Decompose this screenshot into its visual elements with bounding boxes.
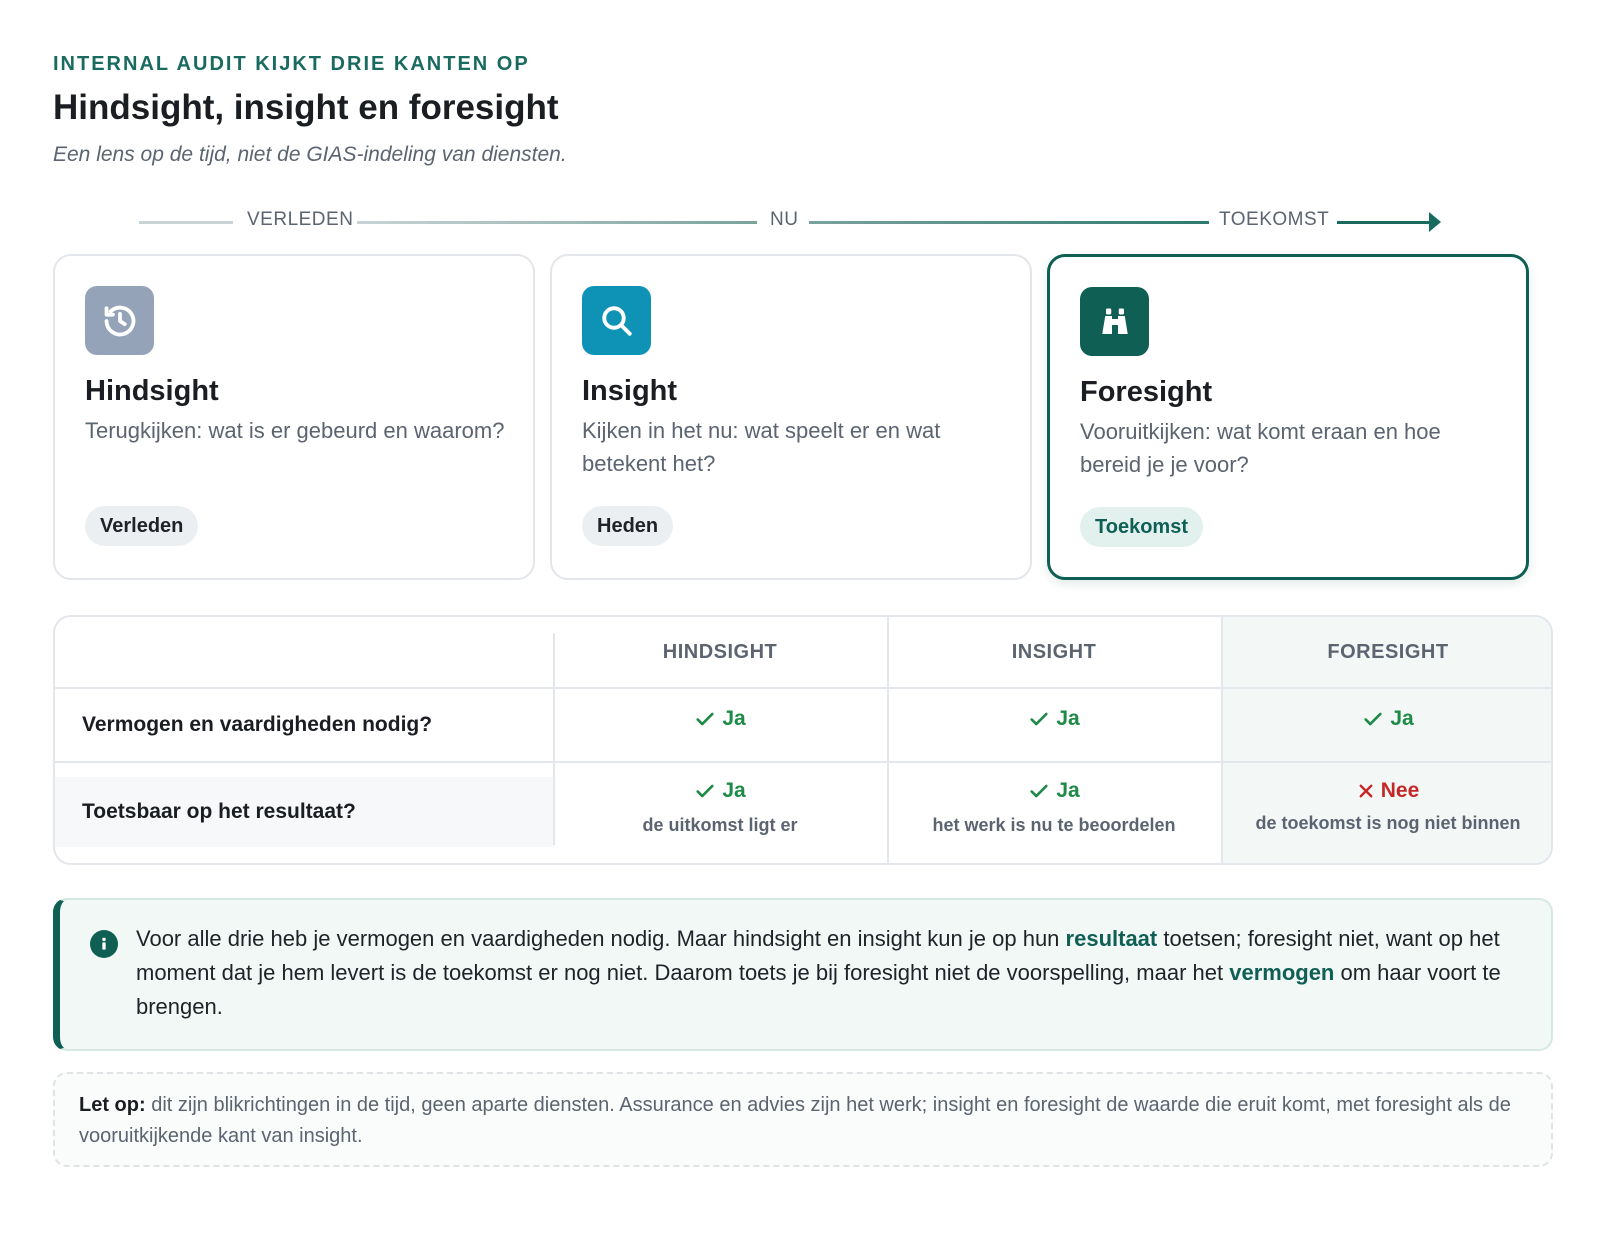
card-tag: Heden <box>582 506 673 546</box>
timeline-arrow-icon <box>1429 212 1441 232</box>
info-text <box>136 922 1531 1024</box>
timeline <box>53 204 1553 240</box>
card-insight[interactable] <box>550 254 1032 580</box>
cell-note: de uitkomst ligt er <box>642 815 798 835</box>
timeline-line-future <box>809 221 1209 224</box>
check-icon <box>1362 708 1384 730</box>
cell-note: het werk is nu te beoordelen <box>932 815 1176 835</box>
cell-value: Nee <box>1380 779 1420 802</box>
info-icon <box>90 930 118 958</box>
timeline-line-past <box>139 221 233 224</box>
check-mark <box>1028 707 1079 731</box>
info-text-part: om haar voort te brengen. <box>136 960 1501 1019</box>
comparison-table <box>53 615 1553 865</box>
note-box <box>53 1072 1553 1167</box>
table-cell <box>1221 779 1553 834</box>
cell-value: Ja <box>1056 707 1080 730</box>
card-description: Kijken in het nu: wat speelt er en wat betekent het? <box>582 418 941 476</box>
cell-note: de toekomst is nog niet binnen <box>1255 813 1521 833</box>
info-callout <box>53 898 1553 1051</box>
table-header-foresight: FORESIGHT <box>1327 641 1449 663</box>
check-mark <box>694 779 745 803</box>
timeline-line-end <box>1337 221 1433 224</box>
note-lead: Let op: <box>79 1094 146 1116</box>
table-cell <box>887 779 1221 836</box>
card-tag: Toekomst <box>1080 507 1203 547</box>
page-subtitle: Een lens op de tijd, niet de GIAS-indeling van diensten. <box>53 143 567 166</box>
card-description: Terugkijken: wat is er gebeurd en waarom? <box>85 418 505 443</box>
check-mark <box>694 707 745 731</box>
table-cell <box>553 779 887 836</box>
card-title: Insight <box>582 375 678 407</box>
table-header-insight: INSIGHT <box>1011 641 1097 663</box>
card-foresight[interactable] <box>1047 254 1529 580</box>
cross-mark <box>1357 779 1420 803</box>
card-tag: Verleden <box>85 506 198 546</box>
table-row-label: Vermogen en vaardigheden nodig? <box>82 713 433 736</box>
binoculars-icon <box>1080 287 1149 356</box>
cell-value: Ja <box>1390 707 1414 730</box>
page-title: Hindsight, insight en foresight <box>53 88 559 127</box>
check-icon <box>694 780 716 802</box>
cell-value: Ja <box>722 779 746 802</box>
card-title: Foresight <box>1080 376 1213 408</box>
cell-value: Ja <box>722 707 746 730</box>
cell-value: Ja <box>1056 779 1080 802</box>
note-body: dit zijn blikrichtingen in de tijd, geen aparte diensten. Assurance en advies zijn het werk; insight en foresight de waarde die eruit komt, met foresight als de vooruitkijkende kant van insight. <box>79 1094 1511 1147</box>
card-description: Vooruitkijken: wat komt eraan en hoe bereid je je voor? <box>1080 419 1441 477</box>
check-icon <box>694 708 716 730</box>
timeline-label-future: TOEKOMST <box>1219 209 1330 230</box>
table-cell <box>887 707 1221 735</box>
check-mark <box>1362 707 1413 731</box>
check-mark <box>1028 779 1079 803</box>
history-icon <box>85 286 154 355</box>
check-icon <box>1028 780 1050 802</box>
table-cell <box>553 707 887 735</box>
info-text-part: Voor alle drie heb je vermogen en vaardigheden nodig. Maar hindsight en insight kun je op hun <box>136 926 1066 951</box>
timeline-label-now: NU <box>770 209 799 230</box>
info-text-part: toetsen; foresight niet, want op het moment dat je hem levert is de toekomst er nog niet. Daarom toets je bij foresight niet de voorspelling, maar het <box>136 926 1500 985</box>
eyebrow: INTERNAL AUDIT KIJKT DRIE KANTEN OP <box>53 53 530 75</box>
table-cell <box>1221 707 1553 735</box>
table-divider <box>55 761 1553 763</box>
timeline-label-past: VERLEDEN <box>247 209 354 230</box>
info-highlight: resultaat <box>1065 926 1158 951</box>
note-text <box>79 1090 1519 1152</box>
table-header-hindsight: HINDSIGHT <box>662 641 778 663</box>
check-icon <box>1028 708 1050 730</box>
card-hindsight[interactable] <box>53 254 535 580</box>
table-row-label: Toetsbaar op het resultaat? <box>55 777 553 847</box>
search-icon <box>582 286 651 355</box>
card-title: Hindsight <box>85 375 219 407</box>
info-highlight: vermogen <box>1229 960 1335 985</box>
timeline-line-now <box>357 221 757 224</box>
cross-icon <box>1357 782 1375 800</box>
